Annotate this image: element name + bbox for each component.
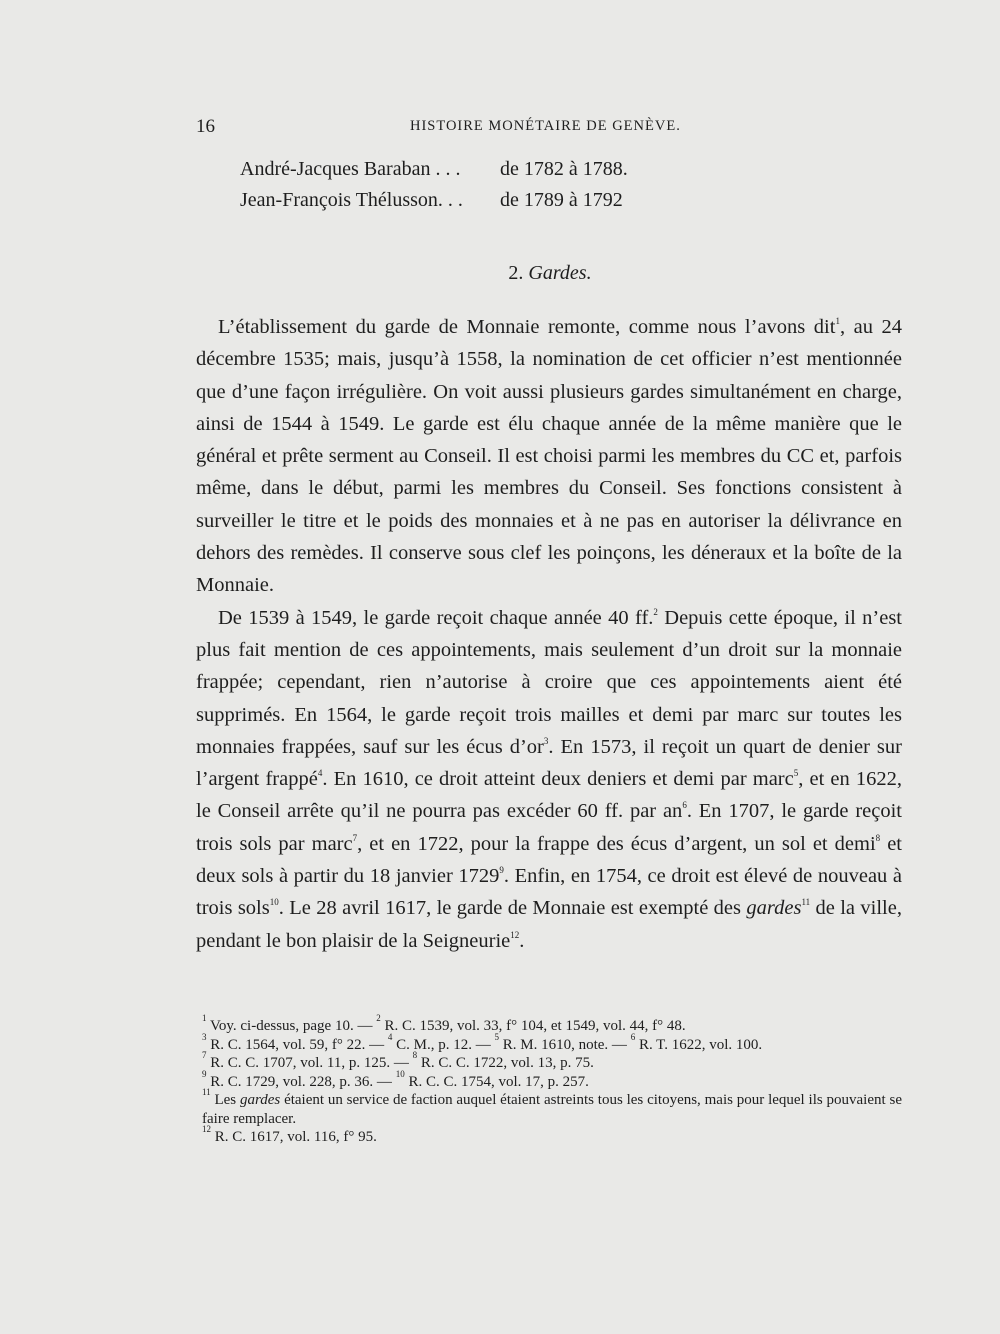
footnote-text: R. C. 1564, vol. 59, f° 22. — bbox=[206, 1036, 388, 1053]
footnote-ref: 7 bbox=[352, 832, 358, 843]
footnote-line bbox=[196, 1013, 902, 1036]
footnote-ref: 1 bbox=[835, 316, 840, 326]
paragraph-1 bbox=[196, 311, 902, 602]
footnote-line bbox=[196, 1031, 902, 1055]
text-run: . Enfin, en 1754, ce droit est élevé de nouveau à trois sols bbox=[196, 865, 902, 920]
footnote-number: 10 bbox=[395, 1068, 405, 1079]
text-run: . En 1610, ce droit atteint deux deniers et demi par marc bbox=[322, 768, 794, 791]
text-run: De 1539 à 1549, le garde reçoit chaque année 40 ff. bbox=[218, 606, 654, 629]
footnote-ref: 3 bbox=[543, 735, 549, 746]
text-run: . En 1573, il reçoit un quart de denier sur l’argent frappé bbox=[196, 735, 902, 791]
footnote-ref: 12 bbox=[510, 929, 520, 940]
page-number: 16 bbox=[196, 116, 215, 137]
section-number: 2. bbox=[508, 262, 524, 284]
list-item-name: Jean-François Thélusson. . . bbox=[240, 189, 463, 211]
footnote-ref: 2 bbox=[653, 606, 658, 617]
footnote-line bbox=[196, 1087, 902, 1128]
footnote-number: 12 bbox=[202, 1124, 211, 1134]
text-run: . bbox=[519, 929, 525, 952]
footnote-text: R. C. C. 1722, vol. 13, p. 75. bbox=[417, 1055, 594, 1071]
text-run: de la ville, pendant le bon plaisir de la Seigneurie bbox=[196, 897, 902, 952]
footnote-number: 7 bbox=[202, 1050, 207, 1060]
footnote-text: R. C. C. 1754, vol. 17, p. 257. bbox=[404, 1073, 589, 1090]
list-item bbox=[240, 185, 628, 216]
footnote-line bbox=[196, 1124, 902, 1147]
text-run: . En 1707, le garde reçoit trois sols par marc bbox=[196, 800, 902, 855]
body-text bbox=[196, 311, 902, 957]
text-run: Depuis cette époque, il n’est plus fait mention de ces appointements, mais seulement d’un droit sur la monnaie frappée; cependant, rien n’autorise à croire que ces appointements aient été supprimés. En 1564, le garde reçoit trois mailles et demi par marc sur toutes les monnaies frappées, sauf sur les écus d’or bbox=[196, 606, 902, 758]
text-run: . Le 28 avril 1617, le garde de Monnaie est exempté des bbox=[278, 897, 747, 920]
footnote-ref: 9 bbox=[499, 865, 504, 876]
footnote-number: 6 bbox=[630, 1031, 636, 1042]
footnote-ref: 4 bbox=[317, 768, 323, 779]
footnote-ref: 6 bbox=[682, 800, 687, 811]
text-run: , et en 1622, le Conseil arrête qu’il ne pourra pas excéder 60 ff. par an bbox=[196, 768, 902, 823]
paragraph-2 bbox=[196, 602, 902, 957]
list-item-name: André-Jacques Baraban . . . bbox=[240, 158, 461, 180]
list-item-dates: de 1789 à 1792 bbox=[500, 189, 623, 211]
footnote-number: 11 bbox=[202, 1087, 211, 1097]
footnote-number: 9 bbox=[202, 1068, 207, 1079]
footnote-line bbox=[196, 1050, 902, 1073]
italic-term: gardes bbox=[746, 897, 802, 920]
footnote-ref: 10 bbox=[269, 897, 279, 908]
list-item-dates: de 1782 à 1788. bbox=[500, 158, 628, 180]
footnote-ref: 5 bbox=[793, 768, 799, 779]
section-title: Gardes. bbox=[528, 262, 592, 284]
footnotes bbox=[196, 1013, 902, 1147]
text-run: L’établissement du garde de Monnaie remonte, comme nous l’avons dit bbox=[218, 316, 836, 338]
text-run: , au 24 décembre 1535; mais, jusqu’à 1558, la nomination de cet officier n’est mentionnée que d’une façon irrégulière. On voit aussi plusieurs gardes simultanément en charge, ainsi de 1544 à 1549. Le garde est élu chaque année de la même manière que le général et prête serment au Conseil. Il est choisi parmi les membres du CC et, parfois même, dans le début, parmi les membres du Conseil. Ses fonctions consistent à surveiller le titre et le poids des monnaies et à ne pas en autoriser la délivrance en dehors des remèdes. Il conserve sous clef les poinçons, les déneraux et la boîte de la Monnaie. bbox=[196, 316, 902, 597]
section-heading bbox=[0, 262, 1000, 285]
footnote-ref: 8 bbox=[875, 832, 881, 843]
footnote-text: Voy. ci-dessus, page 10. — bbox=[206, 1018, 377, 1034]
footnote-number: 1 bbox=[202, 1013, 207, 1023]
footnote-text: R. C. 1617, vol. 116, f° 95. bbox=[211, 1129, 377, 1145]
text-run: , et en 1722, pour la frappe des écus d’argent, un sol et demi bbox=[357, 832, 876, 855]
footnote-text: Les bbox=[210, 1092, 240, 1108]
footnote-number: 2 bbox=[376, 1013, 381, 1023]
footnote-text: R. M. 1610, note. — bbox=[499, 1036, 631, 1053]
running-head bbox=[196, 116, 896, 138]
footnote-number: 8 bbox=[412, 1050, 418, 1060]
footnote-line bbox=[196, 1068, 902, 1092]
footnote-text: R. C. 1729, vol. 228, p. 36. — bbox=[206, 1073, 396, 1090]
footnote-text: C. M., p. 12. — bbox=[392, 1036, 495, 1053]
footnote-number: 3 bbox=[202, 1031, 207, 1042]
text-run: et deux sols à partir du 18 janvier 1729 bbox=[196, 832, 902, 888]
footnote-text: étaient un service de faction auquel étaient astreints tous les citoyens, mais pour lequel ils pouvaient se faire remplacer. bbox=[202, 1092, 902, 1127]
footnote-text: R. C. C. 1707, vol. 11, p. 125. — bbox=[206, 1055, 413, 1071]
officer-list bbox=[240, 154, 628, 216]
italic-term: gardes bbox=[239, 1092, 281, 1108]
footnote-text: R. T. 1622, vol. 100. bbox=[635, 1036, 763, 1053]
footnote-text: R. C. 1539, vol. 33, f° 104, et 1549, vol. 44, f° 48. bbox=[380, 1018, 686, 1034]
footnote-ref: 11 bbox=[801, 897, 811, 908]
footnote-number: 4 bbox=[387, 1031, 393, 1042]
list-item bbox=[240, 154, 628, 185]
footnote-number: 5 bbox=[494, 1031, 500, 1042]
running-title: HISTOIRE MONÉTAIRE DE GENÈVE. bbox=[410, 118, 681, 134]
